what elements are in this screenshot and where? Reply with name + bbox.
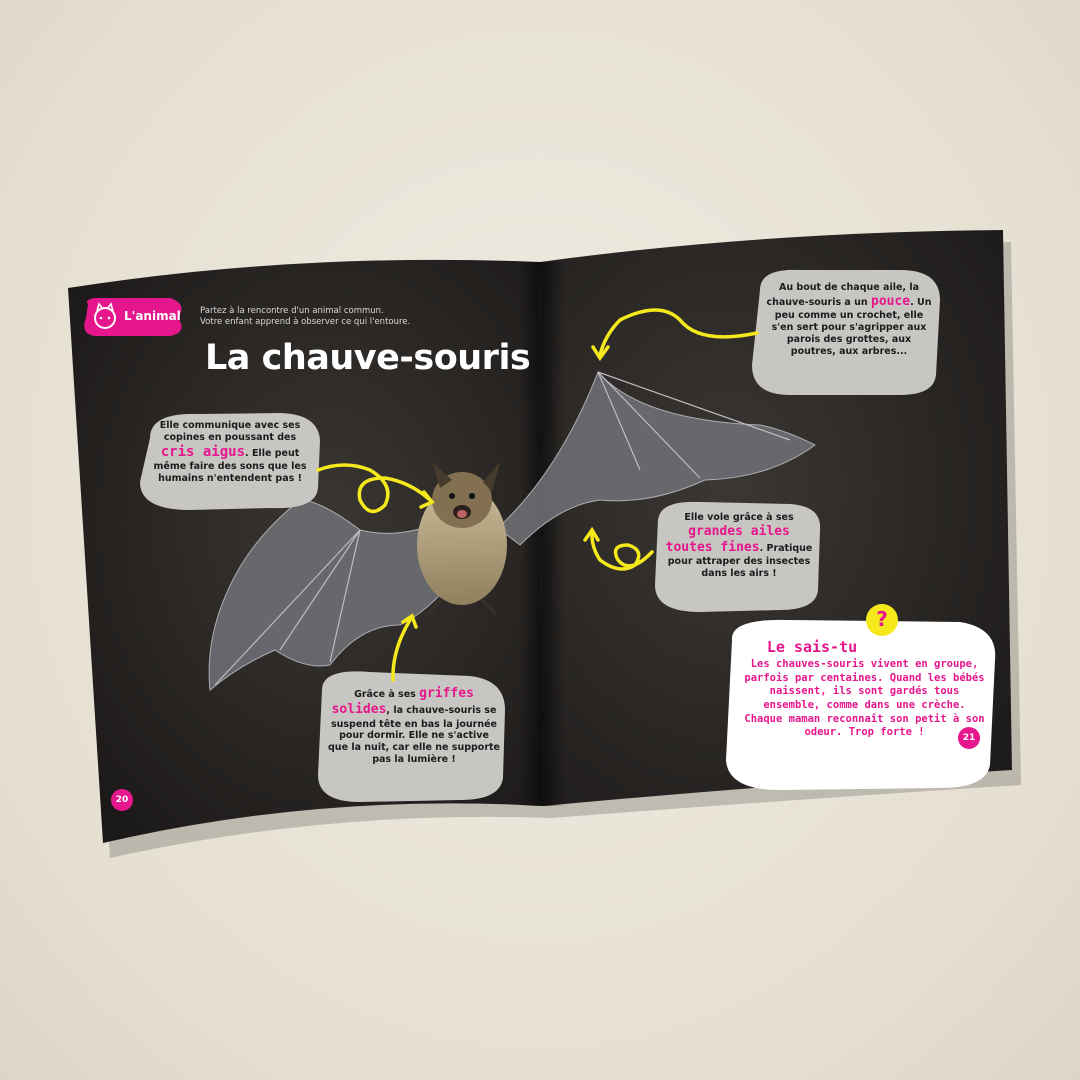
text-pouce-highlight: pouce: [871, 293, 911, 309]
text-pouce-post: . Un peu comme un crochet, elle s'en sert pour s'agripper aux parois des grottes, aux poutres, aux arbres...: [771, 296, 932, 357]
text-cris-post: . Elle peut même faire des sons que les humains n'entendent pas !: [153, 447, 307, 485]
text-pouce: [765, 282, 933, 358]
text-griffes-post: , la chauve-souris se suspend tête en bas la journée pour dormir. Elle ne s'active que la nuit, car elle ne supporte pas la lumière !: [328, 705, 500, 766]
text-ailes-pre: Elle vole grâce à ses: [684, 512, 794, 523]
intro-text: [200, 306, 430, 329]
page-title: La chauve-souris: [205, 338, 531, 378]
text-cris: [150, 420, 310, 485]
text-cris-pre: Elle communique avec ses copines en poussant des: [159, 420, 301, 443]
text-pouce-pre: Au bout de chaque aile, la chauve-souris a un: [766, 282, 919, 308]
page-number-left: 20: [115, 795, 129, 805]
question-mark: ?: [876, 607, 888, 631]
intro-line-2: Votre enfant apprend à observer ce qui l'entoure.: [200, 317, 411, 328]
intro-line-1: Partez à la rencontre d'un animal commun.: [200, 306, 384, 316]
text-griffes-highlight: griffes solides: [331, 686, 474, 718]
page-number-right: 21: [962, 733, 976, 743]
text-griffes: [328, 686, 500, 766]
text-ailes-highlight: grandes ailes toutes fines: [665, 523, 790, 556]
text-ailes: [662, 512, 816, 580]
text-cris-highlight: cris aigus: [160, 443, 246, 460]
text-ailes-post: . Pratique pour attraper des insectes dans les airs !: [667, 543, 813, 580]
tag-label: L'animal: [124, 309, 181, 323]
sais-tu-heading: Le sais-tu: [766, 638, 858, 656]
text-griffes-pre: Grâce à ses: [354, 689, 416, 700]
sais-tu-body: Les chauves-souris vivent en groupe, parfois par centaines. Quand les bébés naissent, ils sont gardés tous ensemble, comme dans une crèche. Chaque maman reconnaît son petit à son odeur. Trop forte !: [744, 658, 985, 739]
